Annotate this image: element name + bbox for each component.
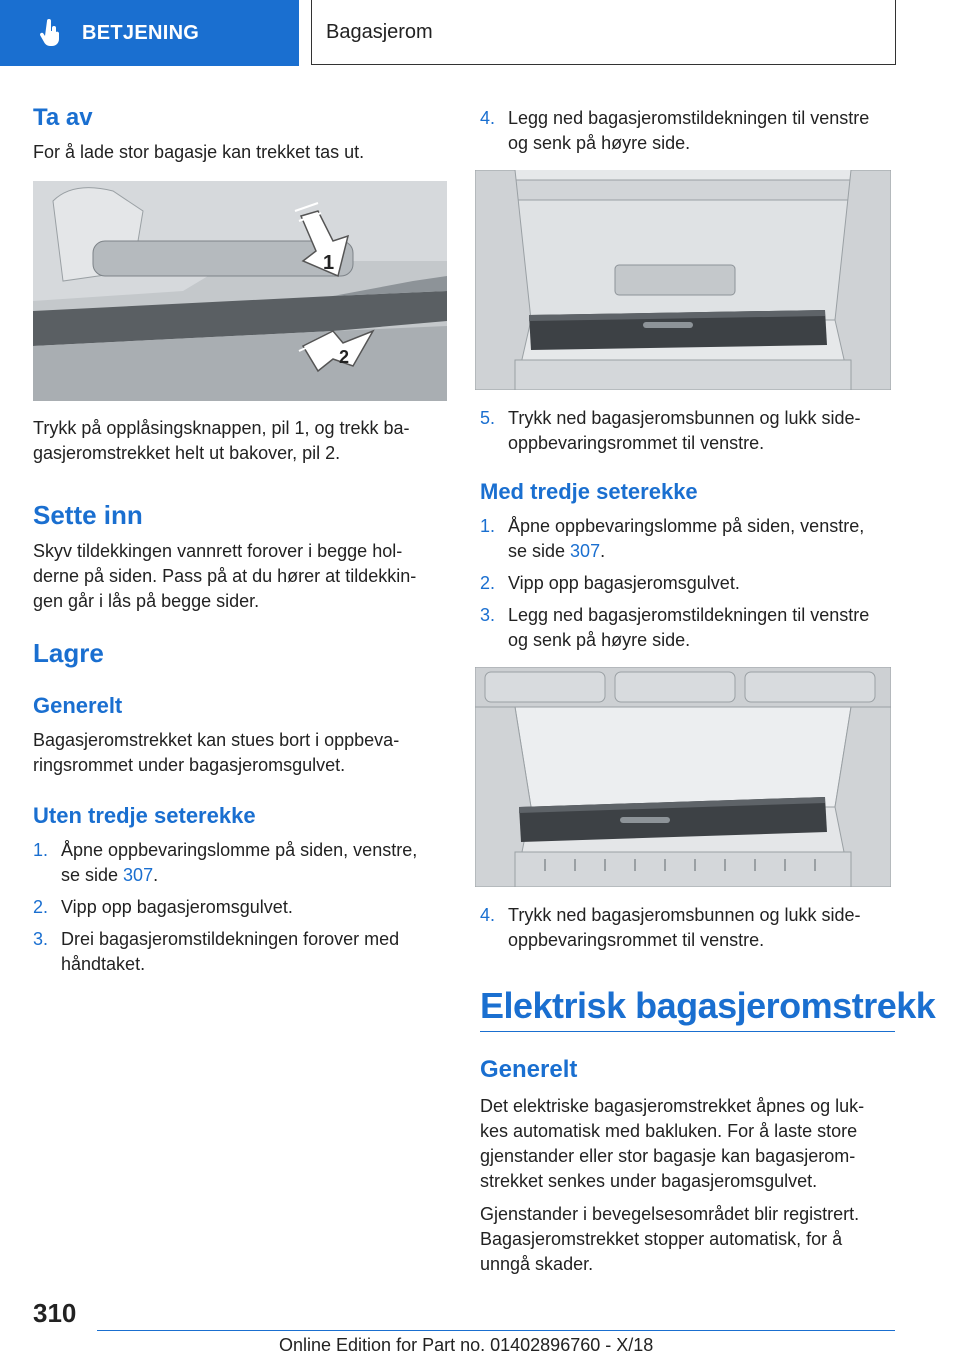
list-text <box>508 406 898 456</box>
elektrisk-p2-line2: Bagasjeromstrekket stopper automatisk, for å <box>480 1229 843 1249</box>
heading-uten-tredje: Uten tredje seterekke <box>33 803 256 828</box>
elektrisk-p1-line3: gjenstander eller stor bagasje kan bagasjerom- <box>480 1146 856 1166</box>
list-text-line2: se side <box>508 541 571 561</box>
lagre-line1: Bagasjeromstrekket kan stues bort i oppbeva- <box>33 730 400 750</box>
figure-trunk-fold-b <box>475 667 891 887</box>
list-text-suffix: . <box>600 541 606 561</box>
page-number: 310 <box>33 1298 77 1328</box>
list-text-line1: Drei bagasjeromstildekningen forover med <box>61 929 400 949</box>
elektrisk-p2-line3: unngå skader. <box>480 1254 594 1274</box>
list-text-line1: Legg ned bagasjeromstildekningen til venstre <box>508 605 870 625</box>
list-number: 5. <box>480 408 496 428</box>
heading-ta-av: Ta av <box>33 104 93 131</box>
elektrisk-p1-line4: strekket senkes under bagasjeromsgulvet. <box>480 1171 818 1191</box>
figure-remove-cover <box>33 181 447 401</box>
list-text <box>508 514 898 564</box>
list-text-line1: Trykk ned bagasjeromsbunnen og lukk side- <box>508 408 861 428</box>
page-link-307[interactable]: 307 <box>123 865 154 885</box>
list-number: 2. <box>480 573 496 593</box>
list-number: 4. <box>480 108 496 128</box>
list-text-line1: Trykk ned bagasjeromsbunnen og lukk side- <box>508 905 861 925</box>
page-link-307[interactable]: 307 <box>570 541 601 561</box>
list-text-line2: oppbevaringsrommet til venstre. <box>508 433 765 453</box>
sette-inn-line1: Skyv tildekkingen vannrett forover i begge hol- <box>33 541 403 561</box>
list-number: 2. <box>33 897 49 917</box>
page-title: Bagasjerom <box>326 20 433 43</box>
sette-inn-line3: gen går i lås på begge sider. <box>33 591 260 611</box>
list-number: 3. <box>33 929 49 949</box>
figure-label-1: 1 <box>323 252 335 274</box>
heading-elektrisk-generelt: Generelt <box>480 1056 578 1083</box>
elektrisk-p2-line1: Gjenstander i bevegelsesområdet blir registrert. <box>480 1204 860 1224</box>
lagre-line2: ringsrommet under bagasjeromsgulvet. <box>33 755 346 775</box>
footer-rule <box>97 1330 895 1331</box>
list-number: 3. <box>480 605 496 625</box>
list-text-line2: oppbevaringsrommet til venstre. <box>508 930 765 950</box>
list-text-line1: Legg ned bagasjeromstildekningen til venstre <box>508 108 870 128</box>
heading-rule <box>480 1031 895 1032</box>
sette-inn-line2: derne på siden. Pass på at du hører at tildekkin- <box>33 566 417 586</box>
ta-av-caption-line2: gasjeromstrekket helt ut bakover, pil 2. <box>33 443 341 463</box>
list-text-line2: håndtaket. <box>61 954 146 974</box>
heading-lagre-generelt: Generelt <box>33 693 123 718</box>
list-text <box>508 603 898 653</box>
list-text: Vipp opp bagasjeromsgulvet. <box>508 573 740 593</box>
list-number: 4. <box>480 905 496 925</box>
list-text-line1: Åpne oppbevaringslomme på siden, venstre, <box>61 840 418 860</box>
section-label: BETJENING <box>82 21 200 44</box>
list-number: 1. <box>480 516 496 536</box>
heading-med-tredje: Med tredje seterekke <box>480 479 698 504</box>
list-text-line2: og senk på høyre side. <box>508 630 691 650</box>
section-tab[interactable] <box>0 0 299 66</box>
ta-av-intro: For å lade stor bagasje kan trekket tas ut. <box>33 142 365 162</box>
list-text-suffix: . <box>153 865 159 885</box>
list-text <box>61 838 451 888</box>
list-text <box>508 903 898 953</box>
list-text <box>508 106 898 156</box>
list-text: Vipp opp bagasjeromsgulvet. <box>61 897 293 917</box>
list-text-line1: Åpne oppbevaringslomme på siden, venstre, <box>508 516 865 536</box>
list-text-line2: og senk på høyre side. <box>508 133 691 153</box>
list-text-line2: se side <box>61 865 124 885</box>
list-number: 1. <box>33 840 49 860</box>
hand-pointer-icon <box>38 19 62 47</box>
ta-av-caption-line1: Trykk på opplåsingsknappen, pil 1, og trekk ba- <box>33 418 410 438</box>
elektrisk-p1-line2: kes automatisk med bakluken. For å laste store <box>480 1121 858 1141</box>
figure-trunk-fold-a <box>475 170 891 390</box>
list-text <box>61 927 451 977</box>
page-title-box <box>311 0 896 65</box>
footer-edition-text: Online Edition for Part no. 01402896760 - X/18 <box>279 1335 654 1355</box>
elektrisk-p1-line1: Det elektriske bagasjeromstrekket åpnes og luk- <box>480 1096 865 1116</box>
heading-lagre: Lagre <box>33 638 104 668</box>
figure-label-2: 2 <box>339 347 350 367</box>
heading-elektrisk: Elektrisk bagasjeromstrekk <box>480 985 936 1026</box>
heading-sette-inn: Sette inn <box>33 500 143 530</box>
